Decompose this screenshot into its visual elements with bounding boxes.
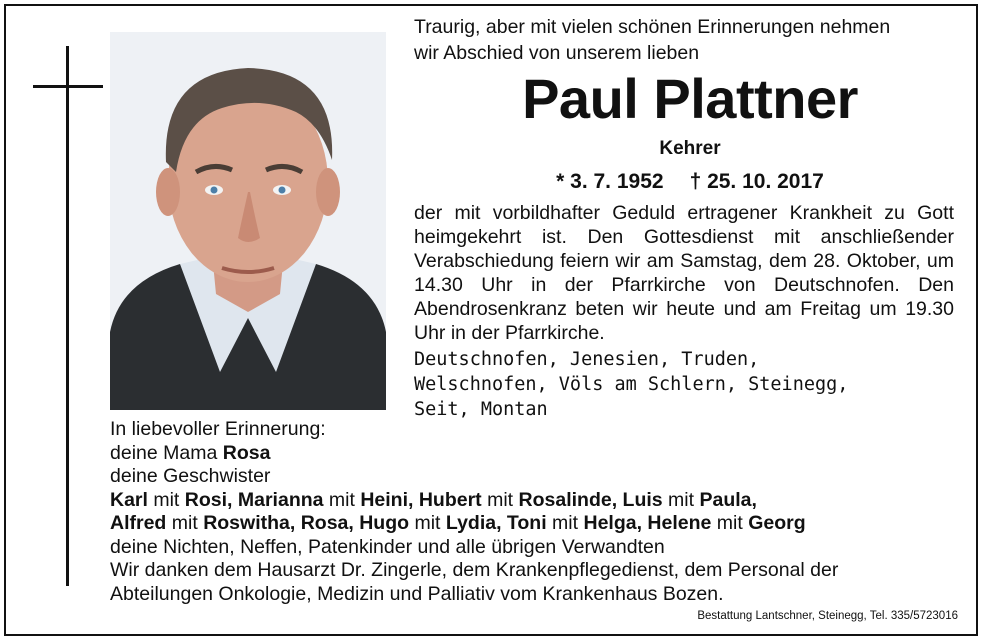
sibling-names: Rosi, Marianna (184, 488, 324, 511)
connector-text: mit (662, 488, 700, 511)
connector-text: mit (323, 488, 361, 511)
service-text: der mit vorbildhafter Geduld ertragener Krankheit zu Gott heimgekehrt ist. Den Gottesdienst mit anschließender Verabschiedung feiern wir am Samstag, dem 28. Oktober, um 14.30 Uhr in der Pfarrkirche von Deutschnofen. Den Abendrosenkranz beten wir heute und am Freitag um 19.30 Uhr in der Pfarrkirche. (414, 202, 954, 344)
life-dates (414, 170, 966, 194)
family-section (110, 418, 970, 606)
siblings-row-2 (110, 512, 970, 536)
connector-text: mit (546, 512, 584, 534)
mama-name: Rosa (222, 441, 271, 464)
intro-line: wir Abschied von unserem lieben (414, 42, 700, 64)
cross-icon (66, 46, 69, 586)
places-line: Seit, Montan (414, 399, 548, 420)
thanks-line: Wir danken dem Hausarzt Dr. Zingerle, dem Krankenpflegedienst, dem Personal der (110, 559, 839, 581)
relatives-line: deine Nichten, Neffen, Patenkinder und alle übrigen Verwandten (110, 535, 665, 558)
undertaker-footer: Bestattung Lantschner, Steinegg, Tel. 335/5723016 (697, 610, 958, 622)
deceased-nickname: Kehrer (659, 138, 721, 159)
siblings-row-1 (110, 489, 970, 513)
death-date: † 25. 10. 2017 (689, 170, 824, 193)
connector-text: mit (166, 512, 204, 534)
portrait-photo (110, 32, 386, 410)
birth-date: * 3. 7. 1952 (556, 170, 664, 193)
sibling-names: Paula, (699, 488, 757, 511)
thanks-line: Abteilungen Onkologie, Medizin und Palliativ vom Krankenhaus Bozen. (110, 582, 724, 605)
connector-text: mit (481, 488, 519, 511)
sibling-names: Heini, Hubert (360, 488, 482, 511)
sibling-names: Karl (110, 488, 148, 511)
family-heading: In liebevoller Erinnerung: (110, 418, 326, 440)
connector-text: mit (409, 512, 446, 534)
connector-text: mit (711, 512, 749, 534)
intro-line: Traurig, aber mit vielen schönen Erinnerungen nehmen (414, 16, 891, 38)
sibling-names: Roswitha, Rosa, Hugo (203, 512, 410, 534)
sibling-names: Helga, Helene (583, 512, 712, 534)
connector-text: mit (147, 488, 185, 511)
sibling-names: Lydia, Toni (445, 512, 547, 534)
places-line: Welschnofen, Völs am Schlern, Steinegg, (414, 374, 849, 395)
places-list (414, 347, 954, 422)
sibling-names: Georg (748, 512, 806, 534)
intro-text (414, 14, 966, 66)
cross-bar-icon (33, 85, 103, 88)
mama-line (110, 442, 970, 466)
mama-prefix: deine Mama (110, 441, 223, 464)
sibling-names: Rosalinde, Luis (518, 488, 663, 511)
siblings-label: deine Geschwister (110, 465, 271, 487)
places-line: Deutschnofen, Jenesien, Truden, (414, 349, 760, 370)
deceased-name: Paul Plattner (522, 67, 858, 130)
sibling-names: Alfred (110, 512, 167, 534)
